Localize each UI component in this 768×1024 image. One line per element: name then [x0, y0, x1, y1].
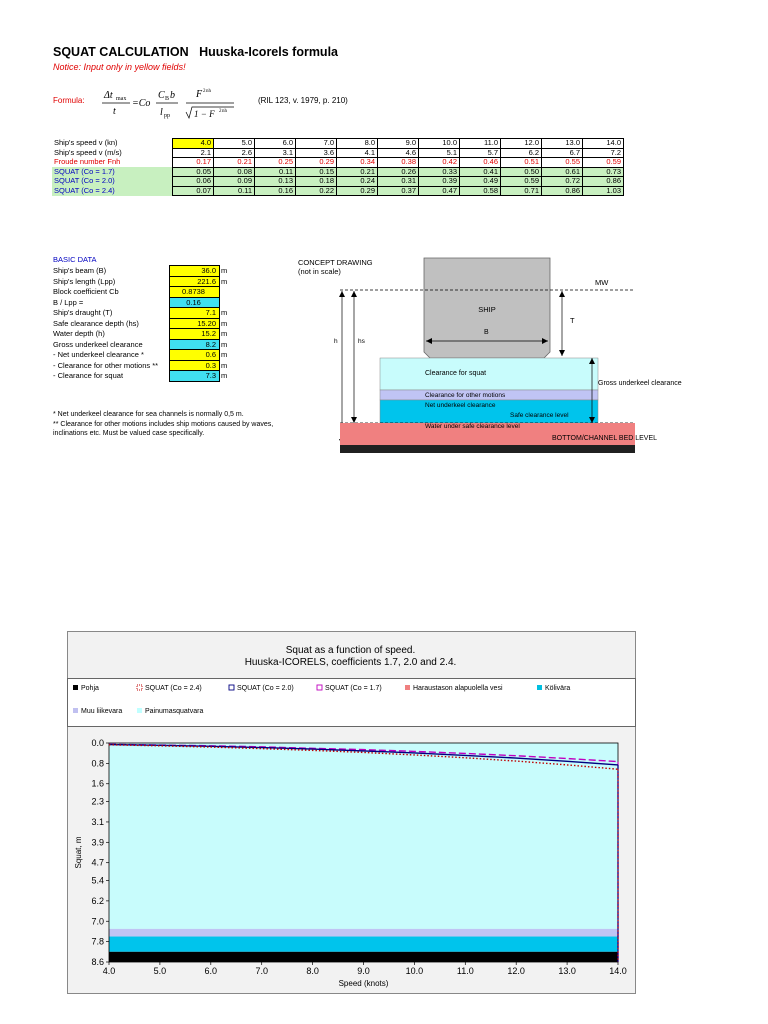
concept-drawing [330, 255, 710, 455]
gross-label: Gross underkeel clearance [598, 380, 682, 387]
speed-value-cell: 4.6 [378, 148, 419, 158]
svg-text:nh: nh [206, 89, 211, 94]
speed-value-cell: 0.29 [296, 158, 337, 168]
speed-row-label: SQUAT (Co = 1.7) [52, 167, 173, 177]
speed-table-row [52, 139, 624, 149]
speed-value-cell: 0.24 [337, 177, 378, 187]
formula-label: Formula: [53, 96, 85, 105]
hs-label: hs [358, 338, 365, 345]
basic-data-row [52, 297, 228, 308]
x-tick-label: 10.0 [405, 966, 424, 976]
legend-marker [537, 685, 542, 690]
basic-data-input[interactable]: 0.3 [170, 360, 220, 371]
y-tick-label: 7.8 [91, 936, 104, 947]
speed-value-cell: 0.08 [214, 167, 255, 177]
speed-value-cell: 0.59 [501, 177, 542, 187]
speed-value-cell: 5.7 [460, 148, 501, 158]
y-tick-label: 2.3 [91, 796, 104, 807]
svg-text:b: b [170, 90, 175, 101]
ship-label: SHIP [478, 305, 496, 314]
basic-data-input[interactable]: 221.6 [170, 276, 220, 287]
svg-text:1 − F: 1 − F [194, 109, 215, 119]
y-axis-label: Squat, m [74, 836, 83, 869]
x-tick-label: 7.0 [255, 966, 268, 976]
speed-input-cell[interactable]: 4.0 [173, 139, 214, 149]
speed-value-cell: 10.0 [419, 139, 460, 149]
basic-data-row [52, 350, 228, 361]
speed-value-cell: 2.6 [214, 148, 255, 158]
band-pohja [109, 952, 618, 962]
svg-text:B: B [165, 96, 170, 102]
speed-value-cell: 6.2 [501, 148, 542, 158]
clearance-squat-label: Clearance for squat [425, 370, 487, 377]
bottom-band [340, 445, 635, 453]
speed-value-cell: 0.09 [214, 177, 255, 187]
legend-label: Pohja [81, 685, 99, 692]
chart-title [67, 645, 634, 669]
legend-marker [317, 685, 322, 690]
speed-value-cell: 0.49 [460, 177, 501, 187]
title-formula-name: Huuska-Icorels formula [199, 45, 338, 59]
svg-text:=Co: =Co [132, 98, 151, 109]
basic-data-input[interactable]: 0.8738 [170, 287, 220, 298]
speed-value-cell: 6.0 [255, 139, 296, 149]
chart-title-line1: Squat as a function of speed. [285, 645, 416, 656]
t-label: T [570, 316, 575, 325]
band-k-liv-ra [109, 937, 618, 952]
input-notice: Notice: Input only in yellow fields! [53, 62, 186, 72]
basic-data-computed: 8.2 [170, 339, 220, 350]
basic-data-input[interactable]: 36.0 [170, 266, 220, 277]
speed-value-cell: 0.16 [255, 186, 296, 196]
footnote-1: * Net underkeel clearance for sea channels is normally 0,5 m. [53, 411, 244, 418]
y-tick-label: 5.4 [91, 875, 104, 886]
speed-value-cell: 0.59 [583, 158, 624, 168]
basic-data-unit [220, 287, 229, 298]
speed-row-label: Froude number Fnh [54, 157, 121, 166]
water-under-label: Water under safe clearance level [425, 423, 520, 430]
formula-reference: (RIL 123, v. 1979, p. 210) [258, 96, 348, 105]
speed-value-cell: 0.25 [255, 158, 296, 168]
speed-value-cell: 0.21 [214, 158, 255, 168]
speed-value-cell: 11.0 [460, 139, 501, 149]
speed-value-cell: 0.18 [296, 177, 337, 187]
concept-title-line2: (not in scale) [298, 267, 341, 276]
basic-data-label: B / Lpp = [53, 297, 84, 307]
speed-row-label: SQUAT (Co = 2.0) [52, 177, 173, 187]
speed-value-cell: 0.61 [542, 167, 583, 177]
legend-label: SQUAT (Co = 2.4) [145, 685, 202, 692]
x-tick-label: 13.0 [558, 966, 576, 976]
speed-value-cell: 0.39 [419, 177, 460, 187]
speed-value-cell: 0.22 [296, 186, 337, 196]
basic-data-label: - Net underkeel clearance * [53, 350, 144, 359]
speed-value-cell: 0.86 [542, 186, 583, 196]
speed-value-cell: 3.1 [255, 148, 296, 158]
speed-value-cell: 0.34 [337, 158, 378, 168]
svg-text:2: 2 [219, 109, 222, 114]
speed-value-cell: 0.47 [419, 186, 460, 196]
y-tick-label: 3.1 [91, 816, 104, 827]
squat-chart [67, 730, 634, 992]
svg-text:C: C [158, 90, 165, 101]
svg-text:max: max [116, 96, 127, 102]
speed-value-cell: 0.07 [173, 186, 214, 196]
basic-data-unit: m [221, 276, 228, 286]
speed-value-cell: 7.2 [583, 148, 624, 158]
legend-label: Muu liikevara [81, 708, 123, 715]
speed-table [52, 138, 624, 196]
speed-value-cell: 0.51 [501, 158, 542, 168]
speed-value-cell: 0.15 [296, 167, 337, 177]
basic-data-label: Gross underkeel clearance [53, 339, 143, 349]
chart-legend-items [67, 678, 634, 725]
speed-value-cell: 0.42 [419, 158, 460, 168]
legend-label: Haraustason alapuolella vesi [413, 685, 503, 692]
basic-data-row [52, 308, 228, 319]
x-tick-label: 4.0 [102, 966, 116, 976]
y-tick-label: 4.7 [91, 857, 104, 868]
basic-data-unit [220, 297, 229, 308]
y-tick-label: 0.0 [91, 738, 104, 748]
y-tick-label: 1.6 [91, 778, 104, 789]
page-title [53, 45, 338, 59]
speed-value-cell: 0.55 [542, 158, 583, 168]
speed-row-label: SQUAT (Co = 2.4) [52, 186, 173, 196]
speed-value-cell: 0.41 [460, 167, 501, 177]
speed-value-cell: 8.0 [337, 139, 378, 149]
speed-value-cell: 0.46 [460, 158, 501, 168]
title-main: SQUAT CALCULATION [53, 45, 189, 59]
x-tick-label: 5.0 [153, 966, 167, 976]
speed-row-label: Ship's speed v (kn) [54, 138, 118, 147]
speed-value-cell: 0.21 [337, 167, 378, 177]
basic-data-label: - Clearance for squat [53, 371, 124, 380]
speed-value-cell: 0.06 [173, 177, 214, 187]
y-tick-label: 6.2 [91, 895, 104, 906]
basic-data-row [52, 266, 228, 277]
speed-value-cell: 13.0 [542, 139, 583, 149]
h-label: h [334, 338, 338, 345]
speed-value-cell: 0.73 [583, 167, 624, 177]
basic-data-unit: m [221, 371, 228, 380]
speed-value-cell: 4.1 [337, 148, 378, 158]
basic-data-input[interactable]: 0.6 [170, 350, 220, 361]
basic-data-label: Ship's length (Lpp) [53, 276, 116, 286]
b-label: B [484, 329, 489, 336]
x-tick-label: 6.0 [204, 966, 218, 976]
bottom-label: BOTTOM/CHANNEL BED LEVEL [552, 435, 658, 442]
formula-image [100, 84, 260, 124]
speed-value-cell: 6.7 [542, 148, 583, 158]
speed-value-cell: 3.6 [296, 148, 337, 158]
basic-data-label: Ship's draught (T) [53, 308, 113, 317]
basic-data-unit: m [221, 360, 228, 370]
legend-marker [229, 685, 234, 690]
footnotes [53, 410, 273, 439]
x-tick-label: 12.0 [507, 966, 525, 976]
speed-value-cell: 0.11 [214, 186, 255, 196]
speed-table-row [52, 158, 624, 168]
legend-marker [405, 685, 410, 690]
basic-data-row [52, 318, 228, 329]
basic-data-row [52, 287, 228, 298]
footnote-2: ** Clearance for other motions includes ship motions caused by waves, [53, 420, 274, 428]
x-tick-label: 9.0 [357, 966, 370, 976]
speed-value-cell: 0.13 [255, 177, 296, 187]
basic-data-row [52, 339, 228, 350]
svg-text:l: l [160, 107, 163, 118]
band-muu-liikevara [109, 929, 618, 937]
speed-value-cell: 1.03 [583, 186, 624, 196]
speed-value-cell: 7.0 [296, 139, 337, 149]
basic-data-unit: m [221, 308, 228, 317]
basic-data-row [52, 371, 228, 382]
basic-data-label: Water depth (h) [53, 329, 105, 338]
svg-text:pp: pp [164, 113, 170, 119]
basic-data-label: Block coefficient Cb [53, 287, 119, 296]
basic-data-input[interactable]: 15.2 [170, 329, 220, 340]
basic-data-unit: m [221, 350, 228, 359]
y-tick-label: 0.8 [91, 758, 104, 769]
basic-data-unit: m [221, 266, 228, 275]
basic-data-label: - Clearance for other motions ** [53, 360, 159, 370]
svg-text:t: t [113, 106, 116, 117]
speed-value-cell: 0.86 [583, 177, 624, 187]
legend-marker [73, 685, 78, 690]
x-axis-label: Speed (knots) [338, 979, 389, 988]
y-tick-label: 3.9 [91, 837, 104, 848]
speed-value-cell: 0.37 [378, 186, 419, 196]
basic-data-unit: m [221, 318, 228, 328]
speed-value-cell: 0.05 [173, 167, 214, 177]
legend-label: SQUAT (Co = 2.0) [237, 685, 294, 692]
basic-data-input[interactable]: 7.1 [170, 308, 220, 319]
speed-row-label: Ship's speed v (m/s) [54, 147, 122, 157]
speed-table-row [52, 177, 624, 187]
svg-text:F: F [196, 89, 203, 100]
basic-data-row [52, 329, 228, 340]
basic-data-computed: 7.3 [170, 371, 220, 382]
x-tick-label: 14.0 [609, 966, 627, 976]
basic-data-row [52, 360, 228, 371]
speed-value-cell: 12.0 [501, 139, 542, 149]
speed-value-cell: 0.29 [337, 186, 378, 196]
legend-label: SQUAT (Co = 1.7) [325, 685, 382, 692]
svg-text:Δt: Δt [104, 90, 113, 101]
speed-value-cell: 0.11 [255, 167, 296, 177]
basic-data-computed: 0.16 [170, 297, 220, 308]
speed-value-cell: 0.17 [173, 158, 214, 168]
svg-text:2: 2 [203, 89, 206, 94]
speed-value-cell: 0.71 [501, 186, 542, 196]
basic-data-table [52, 265, 228, 382]
speed-value-cell: 0.50 [501, 167, 542, 177]
x-tick-label: 8.0 [306, 966, 319, 976]
speed-table-row [52, 186, 624, 196]
speed-value-cell: 14.0 [583, 139, 624, 149]
clearance-squat-band [380, 358, 598, 390]
basic-data-input[interactable]: 15.20 [170, 318, 220, 329]
legend-label: Kölivära [545, 685, 571, 692]
speed-value-cell: 5.0 [214, 139, 255, 149]
speed-value-cell: 5.1 [419, 148, 460, 158]
speed-value-cell: 0.72 [542, 177, 583, 187]
x-tick-label: 11.0 [456, 966, 474, 976]
speed-value-cell: 0.38 [378, 158, 419, 168]
clearance-other-label: Clearance for other motions [425, 392, 506, 399]
basic-data-row [52, 276, 228, 287]
basic-data-label: Ship's beam (B) [53, 266, 107, 275]
legend-label: Painumasquatvara [145, 708, 204, 715]
speed-value-cell: 0.58 [460, 186, 501, 196]
basic-data-unit: m [221, 339, 228, 349]
legend-marker [137, 708, 142, 713]
footnote-3: inclinations etc. Must be valued case specifically. [53, 430, 205, 437]
chart-subtitle: Huuska-ICORELS, coefficients 1.7, 2.0 and 2.4. [244, 657, 457, 668]
legend-marker [137, 685, 142, 690]
band-painumasquatvara [109, 743, 618, 929]
speed-value-cell: 0.33 [419, 167, 460, 177]
y-tick-label: 7.0 [91, 916, 104, 927]
speed-value-cell: 0.26 [378, 167, 419, 177]
concept-title-line1: CONCEPT DRAWING [298, 258, 373, 267]
net-clearance-label: Net underkeel clearance [425, 402, 496, 409]
speed-value-cell: 0.31 [378, 177, 419, 187]
speed-value-cell: 9.0 [378, 139, 419, 149]
safe-level-label: Safe clearance level [510, 412, 569, 419]
legend-marker [73, 708, 78, 713]
basic-data-unit: m [221, 329, 228, 338]
svg-text:nh: nh [222, 109, 227, 114]
basic-data-label: Safe clearance depth (hs) [53, 318, 139, 328]
basic-data-header: BASIC DATA [53, 255, 97, 264]
mw-label: MW [595, 278, 609, 287]
y-tick-label: 8.6 [91, 957, 104, 967]
speed-value-cell: 2.1 [173, 148, 214, 158]
